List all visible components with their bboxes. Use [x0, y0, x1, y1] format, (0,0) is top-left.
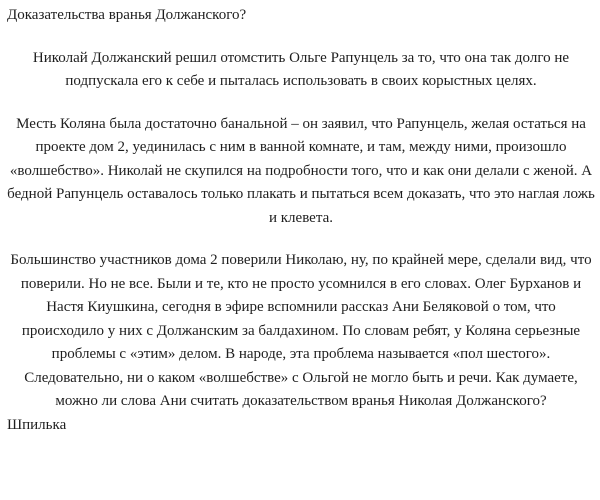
article-signature: Шпилька — [7, 416, 67, 433]
article — [7, 4, 595, 437]
article-paragraph-2: Месть Коляна была достаточно банальной – он заявил, что Рапунцель, желая остаться на проекте дом 2, уединилась с ним в ванной комнате, и там, между ними, произошло «волшебство». Николай не скупился на подробности того, что и как они делали с женой. А бедной Рапунцель оставалось только плакать и пытаться всем доказать, что это наглая ложь и клевета. — [7, 115, 595, 226]
article-paragraph-1: Николай Должанский решил отомстить Ольге Рапунцель за то, что она так долго не подпускала его к себе и пыталась использовать в своих корыстных целях. — [32, 49, 570, 89]
article-title: Доказательства вранья Должанского? — [7, 7, 247, 23]
article-paragraph-3: Большинство участников дома 2 поверили Николаю, ну, по крайней мере, сделали вид, что поверили. Но не все. Были и те, кто не просто усомнился в его словах. Олег Бурханов и Настя Киушкина, сегодня в эфире вспомнили рассказ Ани Беляковой о том, что происходило у них с Должанским за балдахином. По словам ребят, у Коляна серьезные проблемы с «этим» делом. В народе, эта проблема называется «пол шестого». Следовательно, ни о каком «волшебстве» с Ольгой не могло быть и речи. Как думаете, можно ли слова Ани считать доказательством вранья Николая Должанского? — [10, 252, 592, 409]
